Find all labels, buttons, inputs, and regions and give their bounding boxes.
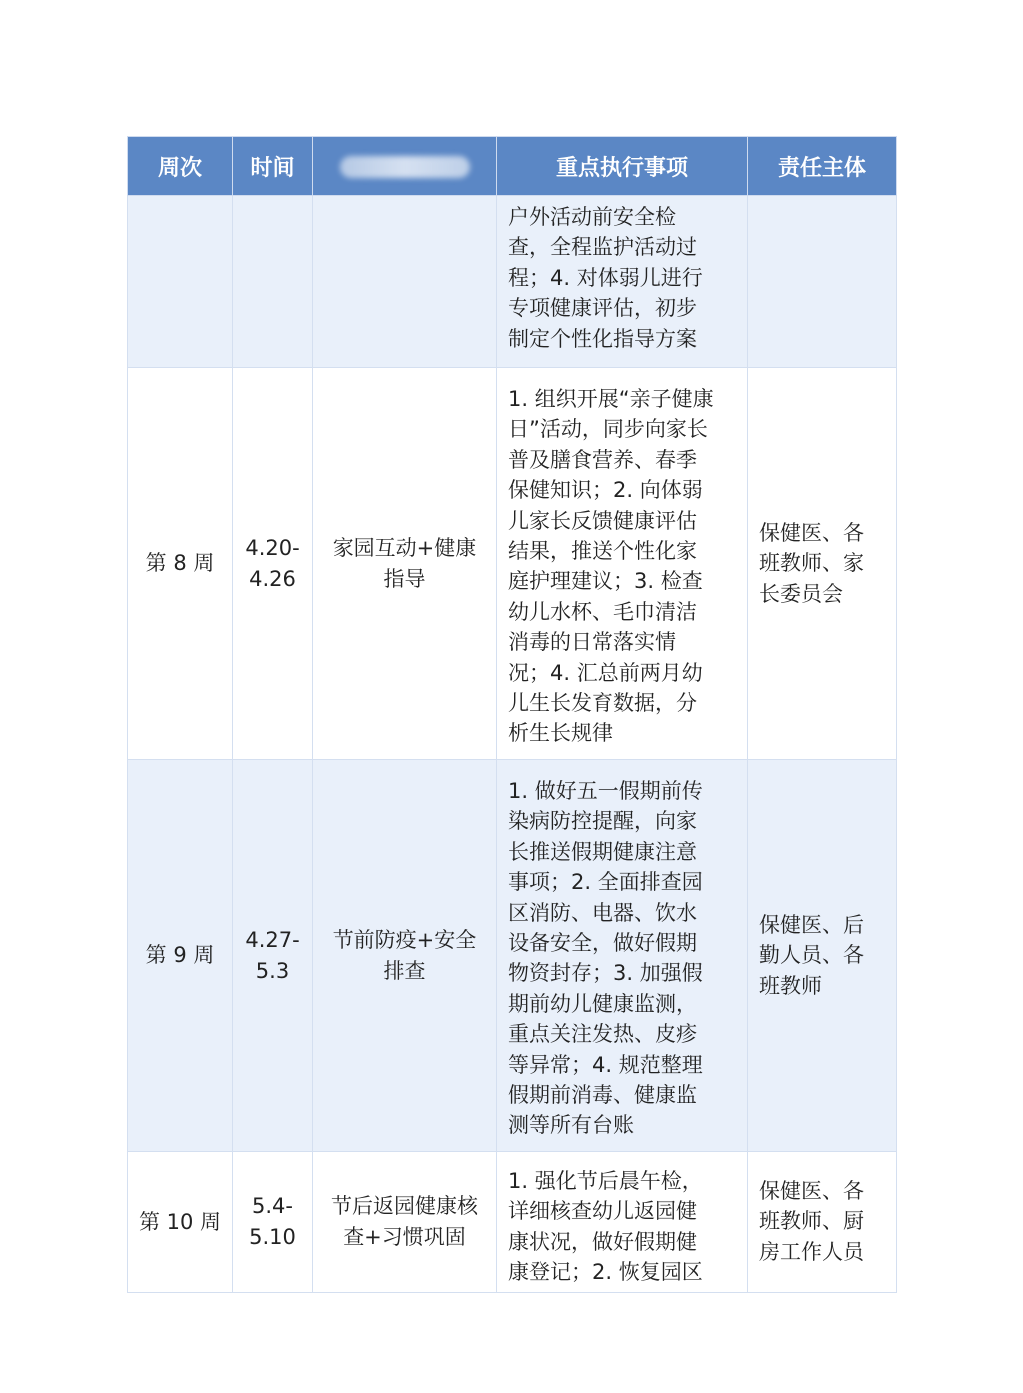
header-tasks: 重点执行事项 bbox=[497, 137, 748, 196]
cell-time: 4.27- 5.3 bbox=[233, 760, 313, 1152]
table-row bbox=[128, 1152, 897, 1293]
cell-tasks: 1. 强化节后晨午检， 详细核查幼儿返园健 康状况，做好假期健 康登记；2. 恢复园区 bbox=[497, 1152, 748, 1293]
redacted-text bbox=[340, 156, 470, 178]
table-header-row bbox=[128, 137, 897, 196]
cell-tasks: 1. 组织开展“亲子健康 日”活动，同步向家长 普及膳食营养、春季 保健知识；2. 向体弱 儿家长反馈健康评估 结果，推送个性化家 庭护理建议；3. 检查 幼儿水杯、毛巾清洁 消毒的日常落实情 况；4. 汇总前两月幼 儿生长发育数据，分 析生长规律 bbox=[497, 368, 748, 760]
cell-time: 5.4- 5.10 bbox=[233, 1152, 313, 1293]
cell-theme: 家园互动+健康 指导 bbox=[313, 368, 497, 760]
cell-time bbox=[233, 196, 313, 368]
cell-owner bbox=[748, 196, 897, 368]
header-time: 时间 bbox=[233, 137, 313, 196]
header-week: 周次 bbox=[128, 137, 233, 196]
health-schedule-table bbox=[127, 136, 897, 1293]
header-owner: 责任主体 bbox=[748, 137, 897, 196]
header-theme-redacted bbox=[313, 137, 497, 196]
cell-week: 第 8 周 bbox=[128, 368, 233, 760]
cell-owner: 保健医、各 班教师、厨 房工作人员 bbox=[748, 1152, 897, 1293]
cell-theme: 节前防疫+安全 排查 bbox=[313, 760, 497, 1152]
cell-theme: 节后返园健康核 查+习惯巩固 bbox=[313, 1152, 497, 1293]
cell-week: 第 9 周 bbox=[128, 760, 233, 1152]
cell-tasks: 1. 做好五一假期前传 染病防控提醒，向家 长推送假期健康注意 事项；2. 全面排查园 区消防、电器、饮水 设备安全，做好假期 物资封存；3. 加强假 期前幼儿健康监测， 重点关注发热、皮疹 等异常；4. 规范整理 假期前消毒、健康监 测等所有台账 bbox=[497, 760, 748, 1152]
cell-week: 第 10 周 bbox=[128, 1152, 233, 1293]
table-row bbox=[128, 368, 897, 760]
cell-tasks: 户外活动前安全检 查，全程监护活动过 程；4. 对体弱儿进行 专项健康评估，初步 制定个性化指导方案 bbox=[497, 196, 748, 368]
cell-theme bbox=[313, 196, 497, 368]
schedule-table-container bbox=[127, 136, 896, 1293]
table-row bbox=[128, 760, 897, 1152]
cell-owner: 保健医、后 勤人员、各 班教师 bbox=[748, 760, 897, 1152]
cell-week bbox=[128, 196, 233, 368]
table-row bbox=[128, 196, 897, 368]
cell-time: 4.20- 4.26 bbox=[233, 368, 313, 760]
cell-owner: 保健医、各 班教师、家 长委员会 bbox=[748, 368, 897, 760]
